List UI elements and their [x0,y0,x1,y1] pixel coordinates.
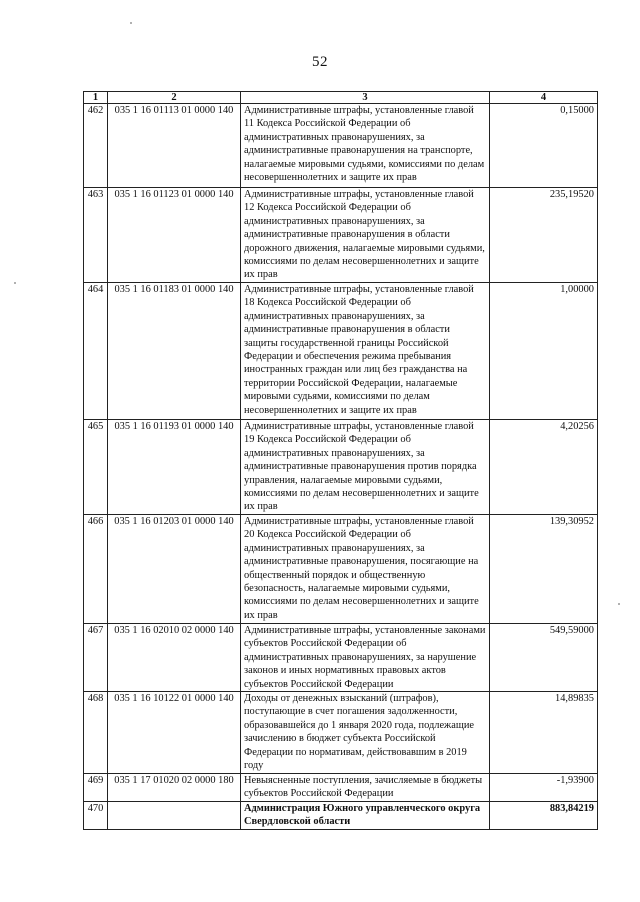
row-number: 463 [84,188,108,283]
table-row [84,104,598,188]
budget-code: 035 1 16 01193 01 0000 140 [108,420,241,515]
row-amount: 235,19520 [490,188,598,283]
row-number: 465 [84,420,108,515]
table-row [84,188,598,283]
table-header-row [84,92,598,104]
scan-speck [130,22,132,24]
row-description: Административные штрафы, установленные законами субъектов Российской Федерации об административных правонарушениях, за нарушение законов и иных нормативных правовых актов субъектов Российской Федерации [241,624,490,692]
row-description: Административные штрафы, установленные главой 20 Кодекса Российской Федерации об административных правонарушениях, за административные правонарушения, посягающие на общественный порядок и общественную безопасность, налагаемые мировыми судьями, комиссиями по делам несовершеннолетних и защите их прав [241,515,490,624]
row-number: 470 [84,802,108,830]
row-amount: 883,84219 [490,802,598,830]
table-row [84,624,598,692]
table-row [84,692,598,774]
row-amount: -1,93900 [490,774,598,802]
row-description: Административные штрафы, установленные главой 19 Кодекса Российской Федерации об административных правонарушениях, за административные правонарушения против порядка управления, налагаемые мировыми судьями, комиссиями по делам несовершеннолетних и защите их прав [241,420,490,515]
page-number: 52 [312,54,328,70]
row-amount: 139,30952 [490,515,598,624]
row-description: Администрация Южного управленческого округа Свердловской области [241,802,490,830]
table-row [84,515,598,624]
row-description: Административные штрафы, установленные главой 12 Кодекса Российской Федерации об административных правонарушениях, за административные правонарушения в области дорожного движения, налагаемые мировыми судьями, комиссиями по делам несовершеннолетних и защите их прав [241,188,490,283]
header-col-2: 2 [108,92,241,104]
table-row [84,283,598,420]
row-amount: 0,15000 [490,104,598,188]
scan-speck [14,282,16,284]
budget-code: 035 1 16 01203 01 0000 140 [108,515,241,624]
row-description: Невыясненные поступления, зачисляемые в бюджеты субъектов Российской Федерации [241,774,490,802]
budget-code: 035 1 16 01183 01 0000 140 [108,283,241,420]
table-row [84,420,598,515]
row-number: 468 [84,692,108,774]
budget-code: 035 1 16 01113 01 0000 140 [108,104,241,188]
budget-code: 035 1 16 02010 02 0000 140 [108,624,241,692]
row-number: 464 [84,283,108,420]
row-number: 466 [84,515,108,624]
row-amount: 14,89835 [490,692,598,774]
budget-code: 035 1 17 01020 02 0000 180 [108,774,241,802]
scan-speck [618,603,620,605]
row-description: Доходы от денежных взысканий (штрафов), поступающие в счет погашения задолженности, образовавшейся до 1 января 2020 года, подлежащие зачислению в бюджет субъекта Российской Федерации по нормативам, действовавшим в 2019 году [241,692,490,774]
row-description: Административные штрафы, установленные главой 11 Кодекса Российской Федерации об административных правонарушениях, за административные правонарушения на транспорте, налагаемые мировыми судьями, комиссиями по делам несовершеннолетних и защите их прав [241,104,490,188]
row-description: Административные штрафы, установленные главой 18 Кодекса Российской Федерации об административных правонарушениях, за административные правонарушения в области защиты государственной границы Российской Федерации и обеспечения режима пребывания иностранных граждан или лиц без гражданства на территории Российской Федерации, налагаемые мировыми судьями, комиссиями по делам несовершеннолетних и защите их прав [241,283,490,420]
header-col-1: 1 [84,92,108,104]
row-number: 467 [84,624,108,692]
table-row [84,774,598,802]
row-number: 469 [84,774,108,802]
header-col-4: 4 [490,92,598,104]
row-amount: 549,59000 [490,624,598,692]
header-col-3: 3 [241,92,490,104]
row-number: 462 [84,104,108,188]
table-row-total [84,802,598,830]
budget-code: 035 1 16 10122 01 0000 140 [108,692,241,774]
row-amount: 1,00000 [490,283,598,420]
revenue-table [83,91,598,830]
budget-code: 035 1 16 01123 01 0000 140 [108,188,241,283]
budget-code [108,802,241,830]
row-amount: 4,20256 [490,420,598,515]
